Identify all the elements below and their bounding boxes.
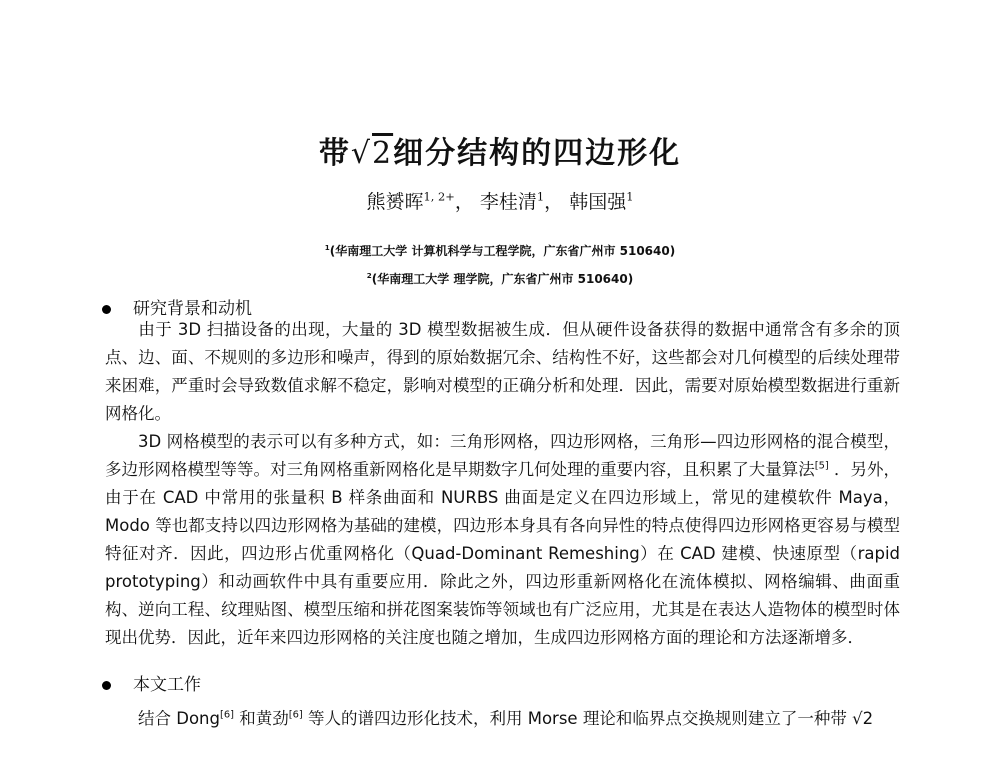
author-name: 韩国强: [569, 191, 627, 213]
section-heading-work: [102, 670, 201, 695]
affiliation-text: (华南理工大学 计算机科学与工程学院，广东省广州市 510640): [329, 244, 676, 258]
paper-title: [0, 128, 1000, 172]
title-suffix: 细分结构的四边形化: [393, 136, 682, 171]
section-heading-text: 研究背景和动机: [133, 299, 252, 319]
sqrt-symbol: √2: [350, 136, 394, 171]
citation: [6]: [219, 709, 234, 721]
paragraph-work: [105, 705, 900, 733]
affiliation-1: [0, 242, 1000, 259]
citation: [5]: [814, 460, 829, 472]
bullet-icon: [102, 305, 111, 314]
citation: [6]: [288, 709, 303, 721]
author-affil-mark: 1, 2+: [423, 189, 455, 204]
affiliation-2: [0, 270, 1000, 287]
paragraph-text: 由于 3D 扫描设备的出现，大量的 3D 模型数据被生成．但从硬件设备获得的数据中通常含有多余的顶点、边、面、不规则的多边形和噪声，得到的原始数据冗余、结构性不好，这些都会对几何模型的后续处理带来困难，严重时会导致数值求解不稳定，影响对模型的正确分析和处理．因此，需要对原始模型数据进行重新网格化。: [105, 320, 900, 423]
paragraph-text: 结合 Dong: [138, 709, 220, 728]
paragraph-text: 等人的谱四边形化技术，利用 Morse 理论和临界点交换规则建立了一种带 √2: [302, 709, 874, 728]
affiliation-text: (华南理工大学 理学院，广东省广州市 510640): [371, 272, 634, 286]
author-name: 李桂清: [479, 191, 537, 213]
author-affil-mark: 1: [536, 189, 545, 204]
author-list: 熊赟晖$^{1, 2+}$， 李桂清$^1$， 韩国强$^1$: [366, 189, 634, 213]
paragraph-text: 3D 网格模型的表示可以有多种方式，如：三角形网格，四边形网格，三角形—四边形网格的混合模型，多边形网格模型等等。对三角网格重新网格化是早期数字几何处理的重要内容，且积累了大量算法: [105, 432, 900, 479]
paragraph-background: [105, 316, 900, 428]
bullet-icon: [102, 681, 111, 690]
author-affil-mark: 1: [626, 189, 634, 204]
title-prefix: 带: [318, 136, 351, 171]
affiliation-mark: 2: [366, 271, 372, 280]
section-heading-text: 本文工作: [133, 675, 201, 695]
affiliation-mark: 1: [324, 243, 330, 252]
paragraph-text: 和黄劲: [233, 709, 289, 728]
author-name: 熊赟晖: [366, 191, 424, 213]
paragraph-text: ．另外，由于在 CAD 中常用的张量积 B 样条曲面和 NURBS 曲面是定义在四边形域上，常见的建模软件 Maya，Modo 等也都支持以四边形网格为基础的建模，四边形本身具有各向异性的特点使得四边形网格更容易与模型特征对齐．因此，四边形占优重网格化（Quad-Dominant Remeshing）在 CAD 建模、快速原型（rapid prototyping）和动画软件中具有重要应用．除此之外，四边形重新网格化在流体模拟、网格编辑、曲面重构、逆向工程、纹理贴图、模型压缩和拼花图案装饰等领域也有广泛应用，尤其是在表达人造物体的模型时体现出优势．因此，近年来四边形网格的关注度也随之增加，生成四边形网格方面的理论和方法逐渐增多．: [105, 460, 901, 647]
paragraph-representation: [105, 428, 900, 652]
